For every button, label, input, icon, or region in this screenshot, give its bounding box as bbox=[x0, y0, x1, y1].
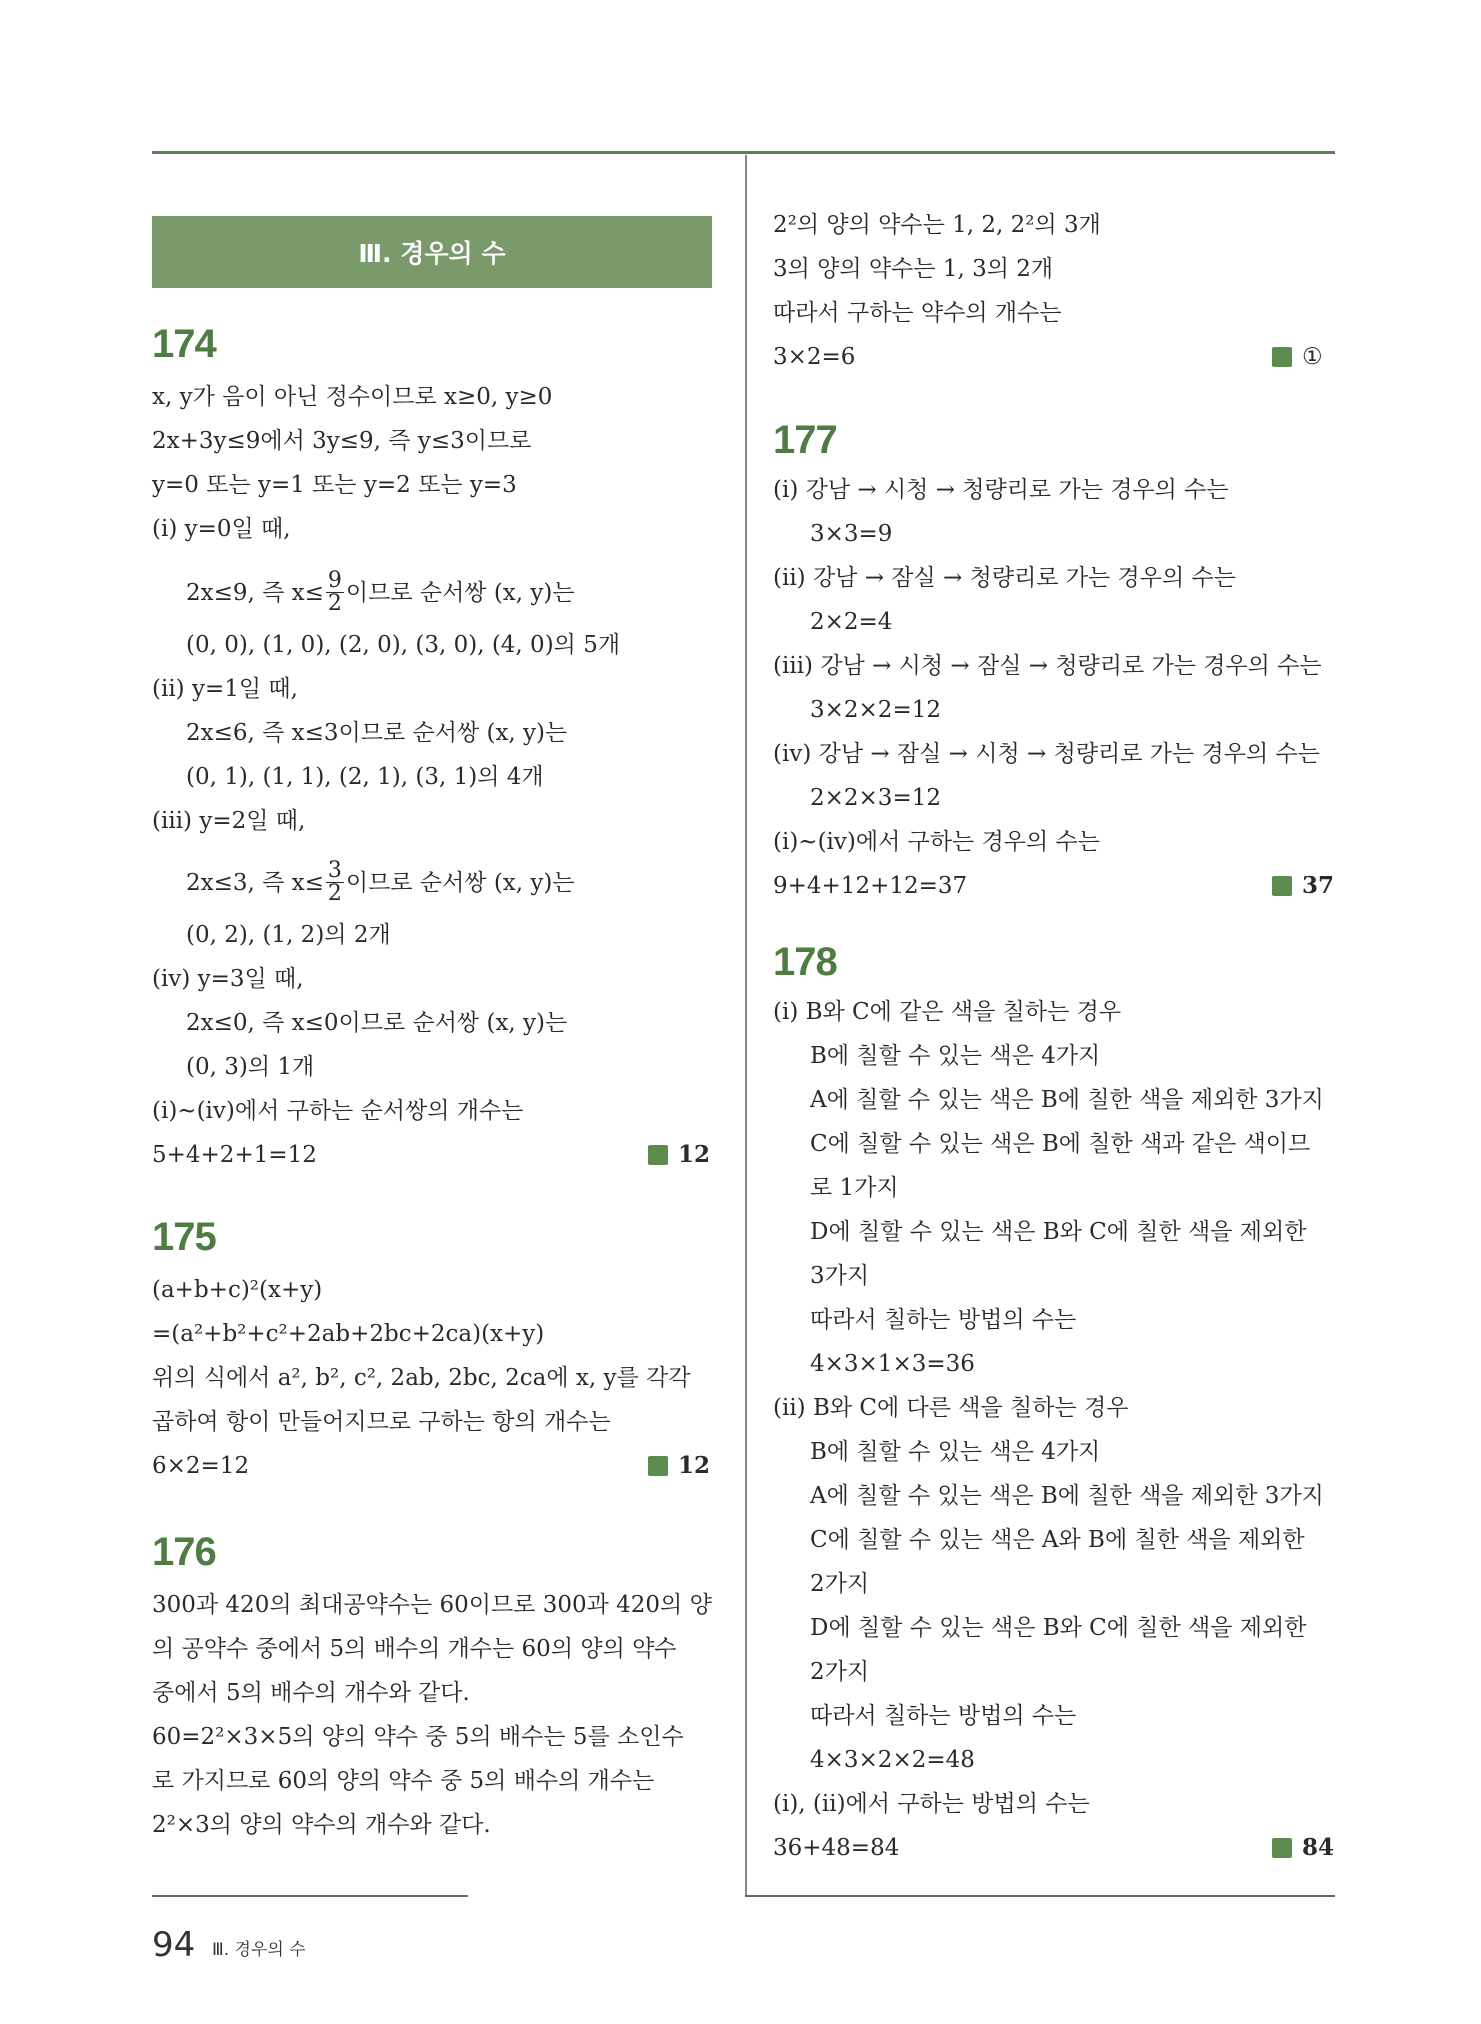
fraction-9-2 bbox=[326, 570, 344, 615]
sol-175-line: 6×2=12 bbox=[152, 1453, 250, 1479]
column-divider bbox=[745, 155, 747, 1895]
sol-174-frac-line-2 bbox=[186, 860, 575, 905]
sol-174-line: (0, 3)의 1개 bbox=[186, 1054, 315, 1080]
answer-174 bbox=[648, 1140, 710, 1170]
frac-denominator: 2 bbox=[327, 881, 342, 906]
answer-marker-icon bbox=[648, 1456, 668, 1476]
answer-value: 37 bbox=[1302, 872, 1335, 899]
sol-178-line: A에 칠할 수 있는 색은 B에 칠한 색을 제외한 3가지 bbox=[810, 1087, 1324, 1113]
sol-177-line: 3×2×2=12 bbox=[810, 697, 941, 723]
chapter-title: Ⅲ. 경우의 수 bbox=[152, 216, 712, 288]
answer-marker-icon bbox=[1272, 347, 1292, 367]
sol-174-line: y=0 또는 y=1 또는 y=2 또는 y=3 bbox=[152, 472, 517, 498]
bottom-rule-left bbox=[152, 1895, 468, 1897]
sol-175-line: 위의 식에서 a², b², c², 2ab, 2bc, 2ca에 x, y를 각각 bbox=[152, 1365, 691, 1391]
sol-174-line: (ⅱ) y=1일 때, bbox=[152, 676, 298, 702]
sol-174-line: 2x≤6, 즉 x≤3이므로 순서쌍 (x, y)는 bbox=[186, 720, 568, 746]
fraction-3-2 bbox=[326, 860, 344, 905]
sol-174-text: 2x≤9, 즉 x≤ bbox=[186, 579, 324, 606]
sol-178-line: 4×3×1×3=36 bbox=[810, 1351, 975, 1377]
answer-178 bbox=[1272, 1833, 1334, 1863]
sol-174-line: (ⅲ) y=2일 때, bbox=[152, 808, 306, 834]
sol-175-line: (a+b+c)²(x+y) bbox=[152, 1277, 323, 1303]
answer-176 bbox=[1272, 342, 1323, 372]
problem-number-178: 178 bbox=[773, 940, 837, 984]
answer-value: ① bbox=[1302, 344, 1323, 370]
sol-174-line: (ⅳ) y=3일 때, bbox=[152, 966, 304, 992]
sol-176-line: 중에서 5의 배수의 개수와 같다. bbox=[152, 1680, 470, 1706]
sol-178-line: D에 칠할 수 있는 색은 B와 C에 칠한 색을 제외한 bbox=[810, 1615, 1307, 1641]
sol-178-line: (ⅰ) B와 C에 같은 색을 칠하는 경우 bbox=[773, 999, 1122, 1025]
sol-175-line: 곱하여 항이 만들어지므로 구하는 항의 개수는 bbox=[152, 1409, 611, 1435]
problem-number-176: 176 bbox=[152, 1530, 216, 1574]
sol-178-line: 2가지 bbox=[810, 1571, 870, 1597]
sol-178-line: 3가지 bbox=[810, 1263, 870, 1289]
frac-numerator: 9 bbox=[327, 568, 342, 593]
bottom-rule-right bbox=[745, 1895, 1335, 1897]
problem-number-174: 174 bbox=[152, 322, 216, 366]
answer-marker-icon bbox=[1272, 876, 1292, 896]
sol-178-line: B에 칠할 수 있는 색은 4가지 bbox=[810, 1439, 1101, 1465]
answer-177 bbox=[1272, 871, 1334, 901]
sol-176-line: 의 공약수 중에서 5의 배수의 개수는 60의 양의 약수 bbox=[152, 1636, 677, 1662]
sol-178-line: (ⅰ), (ⅱ)에서 구하는 방법의 수는 bbox=[773, 1791, 1090, 1817]
sol-177-line: (ⅰ)~(ⅳ)에서 구하는 경우의 수는 bbox=[773, 829, 1100, 855]
sol-178-line: A에 칠할 수 있는 색은 B에 칠한 색을 제외한 3가지 bbox=[810, 1483, 1324, 1509]
sol-176-line: 따라서 구하는 약수의 개수는 bbox=[773, 300, 1062, 326]
answer-marker-icon bbox=[648, 1145, 668, 1165]
sol-177-line: 2×2×3=12 bbox=[810, 785, 941, 811]
sol-177-line: 3×3=9 bbox=[810, 521, 893, 547]
top-rule bbox=[152, 151, 1335, 154]
sol-178-line: C에 칠할 수 있는 색은 B에 칠한 색과 같은 색이므 bbox=[810, 1131, 1311, 1157]
answer-value: 84 bbox=[1302, 1834, 1335, 1861]
sol-176-line: 300과 420의 최대공약수는 60이므로 300과 420의 양 bbox=[152, 1592, 712, 1618]
sol-178-line: 2가지 bbox=[810, 1659, 870, 1685]
sol-177-line: 2×2=4 bbox=[810, 609, 893, 635]
sol-174-line: (ⅰ)~(ⅳ)에서 구하는 순서쌍의 개수는 bbox=[152, 1098, 524, 1124]
problem-number-177: 177 bbox=[773, 418, 837, 462]
sol-176-line: 2²의 양의 약수는 1, 2, 2²의 3개 bbox=[773, 212, 1101, 238]
problem-number-175: 175 bbox=[152, 1215, 216, 1259]
sol-178-line: 따라서 칠하는 방법의 수는 bbox=[810, 1307, 1077, 1333]
answer-marker-icon bbox=[1272, 1838, 1292, 1858]
sol-176-line: 3×2=6 bbox=[773, 344, 856, 370]
sol-176-line: 2²×3의 양의 약수의 개수와 같다. bbox=[152, 1812, 491, 1838]
sol-174-line: 2x≤0, 즉 x≤0이므로 순서쌍 (x, y)는 bbox=[186, 1010, 568, 1036]
sol-175-line: =(a²+b²+c²+2ab+2bc+2ca)(x+y) bbox=[152, 1321, 545, 1347]
answer-value: 12 bbox=[678, 1141, 711, 1168]
sol-174-line: (0, 0), (1, 0), (2, 0), (3, 0), (4, 0)의 5개 bbox=[186, 632, 621, 658]
sol-174-line: x, y가 음이 아닌 정수이므로 x≥0, y≥0 bbox=[152, 384, 553, 410]
footer-section: Ⅲ. 경우의 수 bbox=[212, 1940, 306, 1960]
frac-numerator: 3 bbox=[327, 858, 342, 883]
sol-174-line: (0, 2), (1, 2)의 2개 bbox=[186, 922, 391, 948]
sol-177-line: (ⅳ) 강남 → 잠실 → 시청 → 청량리로 가는 경우의 수는 bbox=[773, 741, 1320, 767]
sol-177-line: 9+4+12+12=37 bbox=[773, 873, 968, 899]
sol-174-text: 이므로 순서쌍 (x, y)는 bbox=[345, 869, 575, 896]
sol-178-line: D에 칠할 수 있는 색은 B와 C에 칠한 색을 제외한 bbox=[810, 1219, 1307, 1245]
sol-178-line: 따라서 칠하는 방법의 수는 bbox=[810, 1703, 1077, 1729]
sol-178-line: 36+48=84 bbox=[773, 1835, 900, 1861]
sol-178-line: (ⅱ) B와 C에 다른 색을 칠하는 경우 bbox=[773, 1395, 1129, 1421]
sol-178-line: B에 칠할 수 있는 색은 4가지 bbox=[810, 1043, 1101, 1069]
page-number: 94 bbox=[152, 1925, 196, 1965]
sol-174-line: (0, 1), (1, 1), (2, 1), (3, 1)의 4개 bbox=[186, 764, 544, 790]
sol-174-text: 2x≤3, 즉 x≤ bbox=[186, 869, 324, 896]
frac-denominator: 2 bbox=[327, 591, 342, 616]
sol-176-line: 60=2²×3×5의 양의 약수 중 5의 배수는 5를 소인수 bbox=[152, 1724, 684, 1750]
sol-174-frac-line-1 bbox=[186, 570, 575, 615]
answer-175 bbox=[648, 1451, 710, 1481]
sol-174-text: 이므로 순서쌍 (x, y)는 bbox=[345, 579, 575, 606]
sol-174-line: 5+4+2+1=12 bbox=[152, 1142, 317, 1168]
sol-176-line: 3의 양의 약수는 1, 3의 2개 bbox=[773, 256, 1054, 282]
sol-174-line: (ⅰ) y=0일 때, bbox=[152, 516, 291, 542]
answer-value: 12 bbox=[678, 1452, 711, 1479]
sol-177-line: (ⅲ) 강남 → 시청 → 잠실 → 청량리로 가는 경우의 수는 bbox=[773, 653, 1322, 679]
sol-174-line: 2x+3y≤9에서 3y≤9, 즉 y≤3이므로 bbox=[152, 428, 532, 454]
sol-178-line: 로 1가지 bbox=[810, 1175, 899, 1201]
sol-177-line: (ⅰ) 강남 → 시청 → 청량리로 가는 경우의 수는 bbox=[773, 477, 1229, 503]
sol-178-line: 4×3×2×2=48 bbox=[810, 1747, 975, 1773]
sol-177-line: (ⅱ) 강남 → 잠실 → 청량리로 가는 경우의 수는 bbox=[773, 565, 1236, 591]
sol-176-line: 로 가지므로 60의 양의 약수 중 5의 배수의 개수는 bbox=[152, 1768, 655, 1794]
sol-178-line: C에 칠할 수 있는 색은 A와 B에 칠한 색을 제외한 bbox=[810, 1527, 1305, 1553]
